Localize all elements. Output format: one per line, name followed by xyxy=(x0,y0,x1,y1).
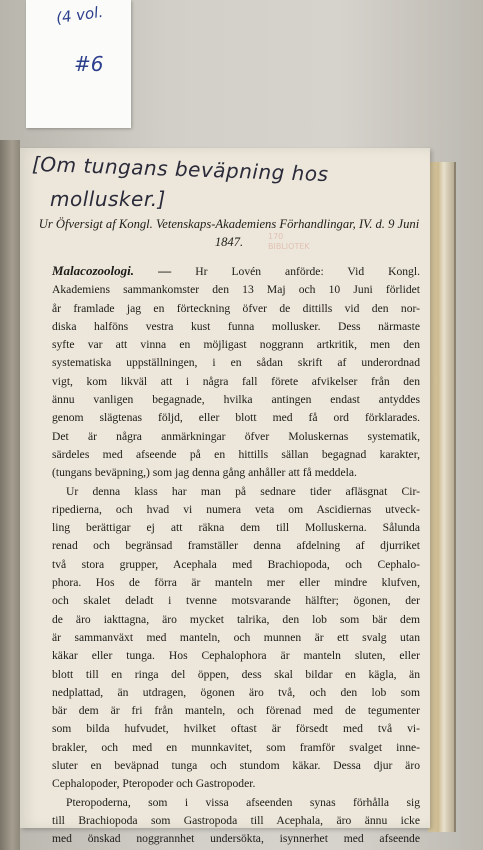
text-line: Akademiens sammankomster den 13 Maj och 10 Juni förlidet xyxy=(52,283,420,297)
stamp-page-number: 170 xyxy=(268,232,284,241)
text-line: diska halföns vestra kust funna mollusker. Dess närmaste xyxy=(52,319,420,333)
paragraph-1-line-1 xyxy=(52,262,420,281)
book-page-edges xyxy=(428,162,456,832)
section-heading: Malacozoologi. — xyxy=(52,263,172,278)
text-line: de äro iakttagna, äro mycket talrika, den lob som bär dem xyxy=(52,612,420,626)
text-line: Ur denna klass har man på sednare tider afläsgnat Cir- xyxy=(66,484,420,498)
text-line: som bilda hufvudet, hvilket oftast är försedt med två vi- xyxy=(52,722,420,736)
text-line: Det är några anmärkningar öfver Moluskernas systematik, xyxy=(52,429,420,443)
text-line: renad och begränsad framställer denna afdelning af djurriket xyxy=(52,539,420,553)
text-line: ännu vanligen begagnade, hvilka antingen endast antyddes xyxy=(52,393,420,407)
line-text: Hr Lovén anförde: Vid Kongl. xyxy=(195,265,420,278)
handwritten-title-line-1: [Om tungans beväpning hos xyxy=(31,151,329,187)
handwritten-title-line-2: mollusker.] xyxy=(50,187,166,211)
text-line: särdeles med afseende på en hittills sällan begagnad karakter, xyxy=(52,447,420,461)
text-line: brakler, och med en munnkavitet, som framför svalget inne- xyxy=(52,740,420,754)
text-line: ling berättigar ej att räkna dem till Molluskerna. Sålunda xyxy=(52,521,420,535)
text-line: två stora grupper, Acephala med Brachiopoda, och Cephalo- xyxy=(52,557,420,571)
book-spine xyxy=(0,140,20,850)
article-body xyxy=(52,262,420,849)
text-line: vigt, kom likväl att i några fall förete afvikelser från den xyxy=(52,374,420,388)
tag-volume-note: (4 vol. xyxy=(54,2,105,28)
text-line: blott till en ringa del öppen, dess skal bildar en kägla, än xyxy=(52,667,420,681)
text-line: (tungans beväpning,) som jag denna gång anhåller att få meddela. xyxy=(52,466,357,480)
archive-tag xyxy=(26,0,131,128)
text-line: bär dem är fri från manteln, och förenad med de tegumenter xyxy=(52,704,420,718)
text-line: är sammanväxt med manteln, och munnen är ett svalg utan xyxy=(52,630,420,644)
text-line: genom slägtenas följd, eller blott med få ord förklarades. xyxy=(52,411,420,425)
text-line: käkar eller tunga. Hos Cephalophora är manteln sluten, eller xyxy=(52,649,420,663)
text-line: sluter en beväpnad tunga och stundom käkar. Dessa djur äro xyxy=(52,759,420,773)
text-line: Pteropoderna, som i vissa afseenden synas förhålla sig xyxy=(66,795,420,809)
tag-number: #6 xyxy=(74,52,104,76)
text-line: till Brachiopoda som Gastropoda till Acephala, äro ännu icke xyxy=(52,813,420,827)
text-line: nedplattad, än utdragen, ögonen äro två, och den lob som xyxy=(52,685,420,699)
text-line: syfte var att vinna en möjligast noggrann artkritik, men den xyxy=(52,338,420,352)
text-line: phora. Hos de förra är manteln mer eller mindre klufven, xyxy=(52,576,420,590)
text-line: Cephalopoder, Pteropoder och Gastropoder. xyxy=(52,777,256,791)
stamp-label: BIBLIOTEK xyxy=(268,242,310,251)
text-line: med önskad noggrannhet undersökta, isynnerhet med afseende xyxy=(52,832,420,846)
text-line: och skalet deladt i tvenne motsvarande hälfter; ögonen, der xyxy=(52,594,420,608)
text-line: systematiska uppställningen, i en sådan skrift af underordnad xyxy=(52,356,420,370)
source-citation: Ur Öfversigt af Kongl. Vetenskaps-Akademiens Förhandlingar, IV. d. 9 Juni 1847. xyxy=(38,217,420,249)
text-line: ripedierna, och hvad vi numera veta om Ascidiernas utveck- xyxy=(52,502,420,516)
text-line: år framlade jag en förteckning öfver de dittills vid den nor- xyxy=(52,301,420,315)
